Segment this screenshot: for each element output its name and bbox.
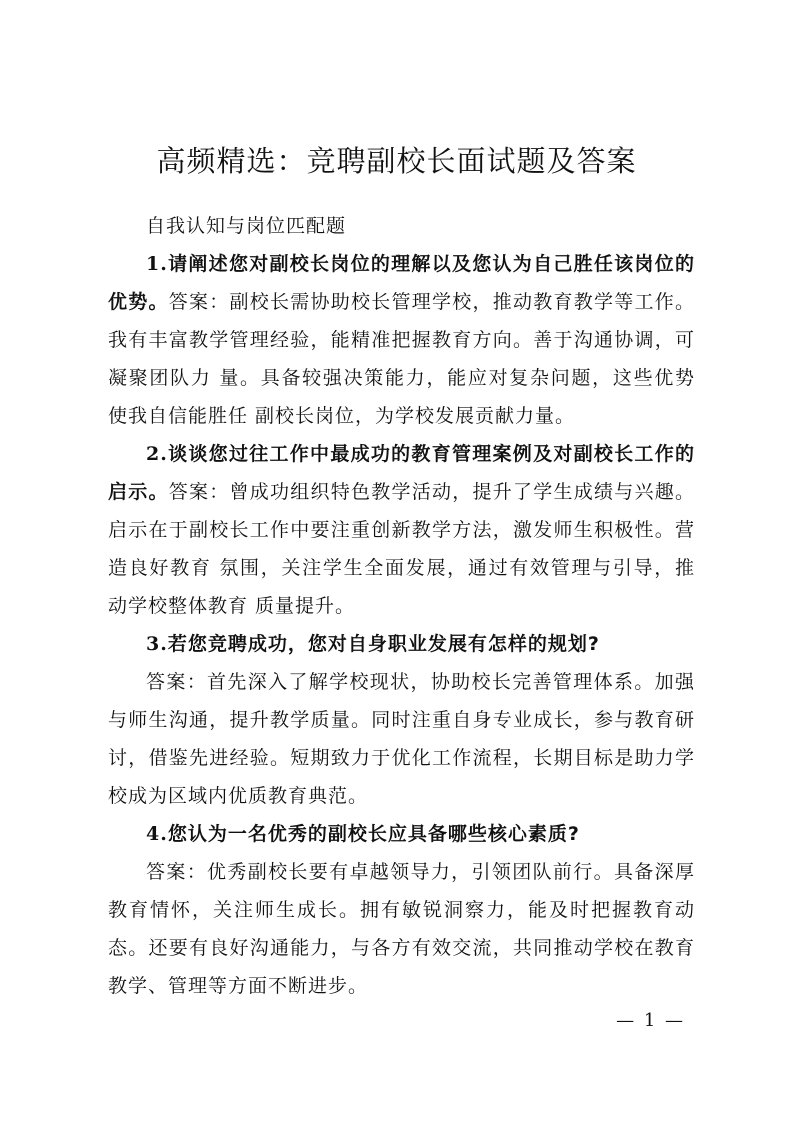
question-3-number: 3. <box>146 633 168 655</box>
answer-2-text: 答案：曾成功组织特色教学活动，提升了学生成绩与兴趣。启示在于副校长工作中要注重创新教学方法，激发师生积极性。营造良好教育 氛围，关注学生全面发展，通过有效管理与引导，推动学校整体教育 质量提升。 <box>108 481 695 617</box>
question-2-text: 谈谈您过往工作中最成功的教育管理案例及对副校长工作的启示。 <box>108 443 695 503</box>
question-4-block <box>108 815 695 853</box>
question-1-number: 1. <box>146 253 168 275</box>
question-2-block <box>108 435 695 625</box>
page-number: — 1 — <box>616 1010 685 1031</box>
question-2-number: 2. <box>146 443 168 465</box>
section-heading: 自我认知与岗位匹配题 <box>146 215 347 237</box>
question-4-number: 4. <box>146 823 168 845</box>
answer-1-text: 答案：副校长需协助校长管理学校，推动教育教学等工作。我有丰富教学管理经验，能精准把握教育方向。善于沟通协调，可凝聚团队力 量。具备较强决策能力，能应对复杂问题，这些优势使我自信能胜任 副校长岗位，为学校发展贡献力量。 <box>108 291 695 427</box>
document-body <box>108 207 695 1005</box>
answer-4-text: 答案：优秀副校长要有卓越领导力，引领团队前行。具备深厚教育情怀，关注师生成长。拥有敏锐洞察力，能及时把握教育动态。还要有良好沟通能力，与各方有效交流，共同推动学校在教育教学、管理等方面不断进步。 <box>108 861 695 997</box>
question-3-block <box>108 625 695 663</box>
question-4-text: 您认为一名优秀的副校长应具备哪些核心素质? <box>167 823 580 845</box>
question-1-text: 请阐述您对副校长岗位的理解以及您认为自己胜任该岗位的优势。 <box>108 253 695 313</box>
question-1-block <box>108 245 695 435</box>
answer-3-text: 答案：首先深入了解学校现状，协助校长完善管理体系。加强与师生沟通，提升教学质量。同时注重自身专业成长，参与教育研讨，借鉴先进经验。短期致力于优化工作流程，长期目标是助力学校成为区域内优质教育典范。 <box>108 671 695 807</box>
page-title: 高频精选：竞聘副校长面试题及答案 <box>156 144 637 178</box>
question-3-text: 若您竞聘成功，您对自身职业发展有怎样的规划? <box>167 633 600 655</box>
